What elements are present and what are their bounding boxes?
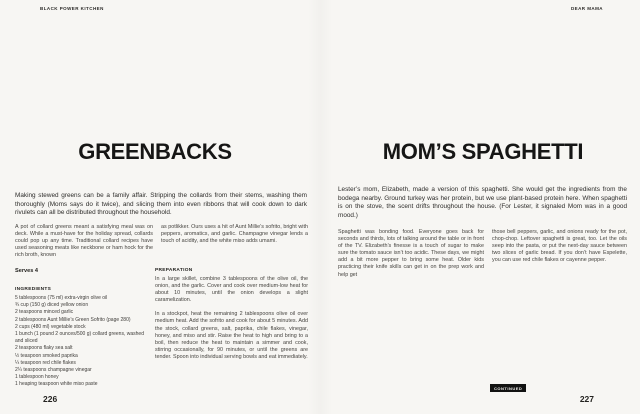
ingredient-item: 1 heaping teaspoon white miso paste <box>15 381 98 388</box>
ingredient-item: 1 tablespoon honey <box>15 374 59 381</box>
preparation-paragraph: In a stockpot, heat the remaining 2 tablespoons olive oil over medium heat. Add the sofrito and cook for about 5 minutes. Add the stock, collard greens, salt, paprika, chile flakes, vinegar, honey, and miso and stir. Raise the heat to high and bring to a boil, then reduce the heat to maintain a simmer and cook, stirring occasionally, for 90 minutes, or until the greens are tender. Spoon into individual serving bowls and eat immediately. <box>155 311 308 360</box>
ingredient-item: ¾ cup (150 g) diced yellow onion <box>15 302 89 309</box>
left-page-number: 226 <box>43 394 58 404</box>
left-page-intro: Making stewed greens can be a family affair. Stripping the collards from their stems, washing them thoroughly (Moms says do it twice), and slicing them into even ribbons that will cook down to dark rivulets can all be distributed throughout the household. <box>15 192 307 217</box>
left-page-title: GREENBACKS <box>78 139 232 164</box>
ingredient-item: 2 cups (480 ml) vegetable stock <box>15 323 86 330</box>
left-page-body-column-2: as potlikker. Ours uses a hit of Aunt Millie’s sofrito, bright with peppers, aromatics, and garlic. Champagne vinegar lends a touch of acidity, and the white miso adds umami. <box>161 224 308 245</box>
ingredient-item: 2 teaspoons minced garlic <box>15 309 74 316</box>
ingredients-heading: INGREDIENTS <box>15 287 52 292</box>
right-page-number: 227 <box>579 394 594 404</box>
preparation-heading: PREPARATION <box>155 268 193 273</box>
running-head-left: BLACK POWER KITCHEN <box>40 6 104 11</box>
book-gutter <box>308 0 332 414</box>
ingredient-item: 5 tablespoons (75 ml) extra-virgin olive oil <box>15 295 108 301</box>
left-page-body-column-1: A pot of collard greens meant a satisfying meal was on deck. While a must-have for the holiday spread, collards could pop up any time. Traditional collard recipes have used seasoning meats like neckbone or ham hock for the rich broth, known <box>15 224 153 259</box>
ingredient-item: 2¼ teaspoons champagne vinegar <box>15 367 92 374</box>
ingredient-item: 2 teaspoons flaky sea salt <box>15 345 73 352</box>
continued-badge: CONTINUED <box>490 384 526 392</box>
ingredient-item: 1 bunch (1 pound 2 ounces/500 g) collard greens, washed and sliced <box>15 331 144 345</box>
right-page-body-column-1: Spaghetti was bonding food. Everyone goes back for seconds and thirds, lots of talking around the table or in front of the TV. Elizabeth’s finesse is a touch of sugar to make sure the tomato sauce isn’t too acidic. These days, we might add a bit more pepper to bring some heat. Older kids practicing their knife skills can get in on the prep work and help get <box>338 229 484 278</box>
ingredient-item: 2 tablespoons Aunt Millie’s Green Sofrito (page 280) <box>15 316 131 323</box>
serves-label: Serves 4 <box>15 268 39 274</box>
right-page-intro: Lester’s mom, Elizabeth, made a version of this spaghetti. She would get the ingredients from the bodega nearby. Ground turkey was her protein, but we use plant-based protein here. When spaghetti is on the stove, the scent drifts throughout the house. (For Lester, it signaled Mom was in a good mood.) <box>338 186 627 219</box>
preparation-paragraph: In a large skillet, combine 3 tablespoons of the olive oil, the onion, and the garlic. Cover and cook over medium-low heat for about 10 minutes, until the onion develops a slight caramelization. <box>155 276 308 304</box>
ingredients-list <box>15 295 148 389</box>
right-page-title: MOM’S SPAGHETTI <box>382 139 584 164</box>
ingredient-item: ¼ teaspoon red chile flakes <box>15 359 76 366</box>
right-page-body-column-2: those bell peppers, garlic, and onions ready for the pot, chop-chop. Leftover spaghetti is great, too. Let the oils seep into the pasta, or put the next-day sauce between two slices of garlic bread. If you don’t have Espelette, you can use red chile flakes or cayenne pepper. <box>492 229 627 264</box>
running-head-right: DEAR MAMA <box>570 6 603 11</box>
preparation-steps <box>155 276 308 368</box>
ingredient-item: ½ teaspoon smoked paprika <box>15 352 78 359</box>
